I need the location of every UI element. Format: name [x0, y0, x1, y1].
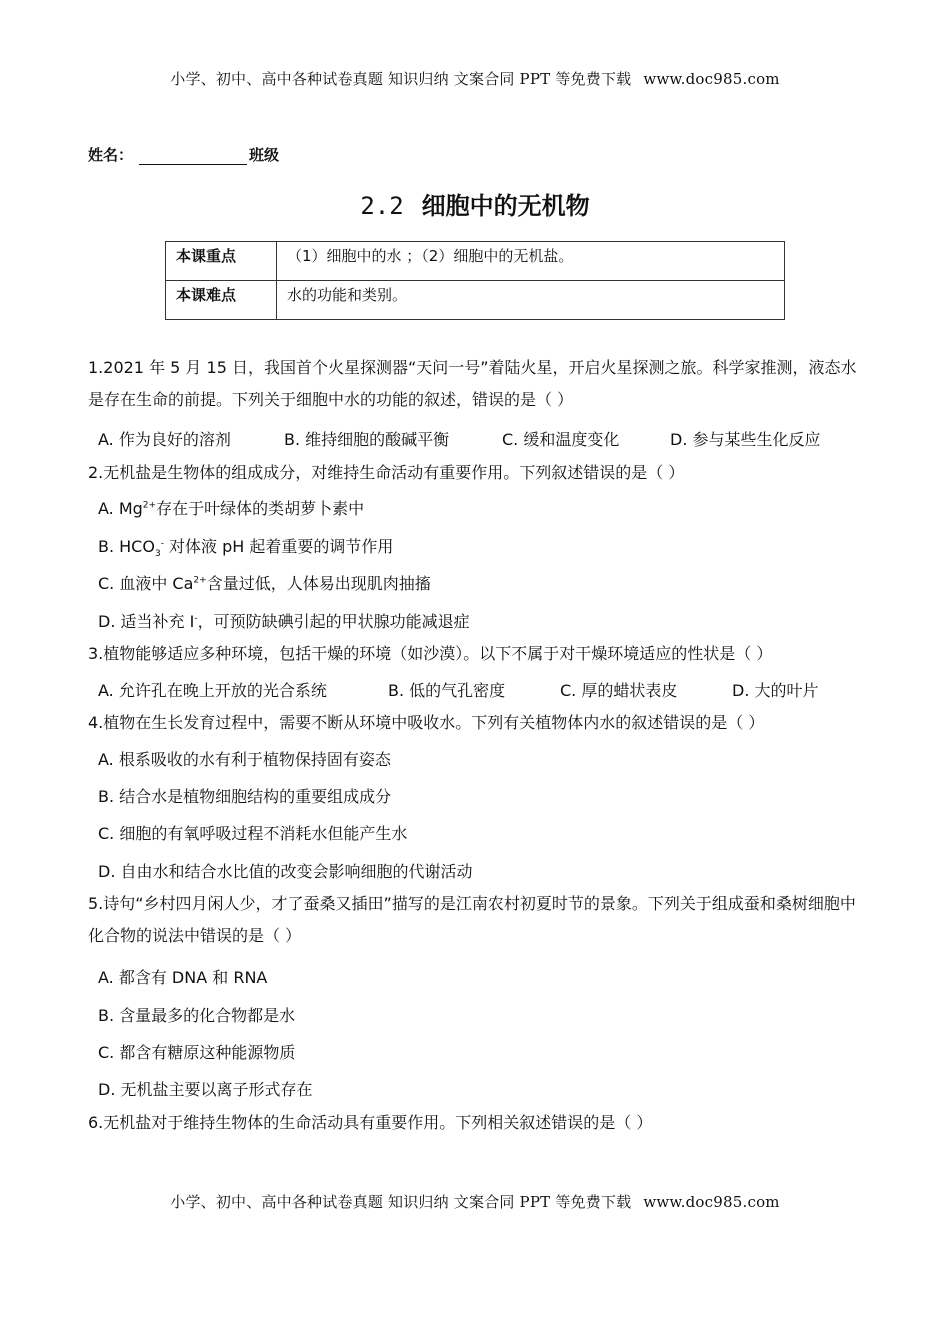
difficulty-value: 水的功能和类别。 [277, 281, 785, 320]
q2-d-prefix: D. 适当补充 I [98, 612, 195, 631]
q2-option-a[interactable] [98, 496, 364, 519]
question-1-stem: 1.2021 年 5 月 15 日，我国首个火星探测器“天问一号”着陆火星，开启火星探测之旅。科学家推测，液态水是存在生命的前提。下列关于细胞中水的功能的叙述，错误的是（ ） [88, 358, 857, 409]
q1-option-a[interactable]: A. 作为良好的溶剂 [98, 430, 231, 449]
section-title: 细胞中的无机物 [421, 192, 590, 220]
q2-option-d[interactable] [98, 609, 470, 632]
q3-option-a[interactable]: A. 允许孔在晚上开放的光合系统 [98, 681, 327, 700]
q5-option-d[interactable]: D. 无机盐主要以离子形式存在 [98, 1080, 313, 1099]
q2-b-sup: - [160, 538, 164, 549]
question-2-stem: 2.无机盐是生物体的组成成分，对维持生命活动有重要作用。下列叙述错误的是（ ） [88, 463, 685, 482]
question-4-stem: 4.植物在生长发育过程中，需要不断从环境中吸收水。下列有关植物体内水的叙述错误的是（ ） [88, 713, 765, 732]
q2-c-sup: 2+ [193, 575, 207, 586]
q1-option-d[interactable]: D. 参与某些生化反应 [670, 430, 821, 449]
header-site[interactable]: www.doc985.com [643, 70, 780, 88]
q1-option-c[interactable]: C. 缓和温度变化 [502, 430, 620, 449]
q2-d-text: ，可预防缺碘引起的甲状腺功能减退症 [197, 612, 470, 631]
footer-text: 小学、初中、高中各种试卷真题 知识归纳 文案合同 PPT 等免费下载 [170, 1193, 632, 1211]
q2-b-sub: 3 [154, 549, 161, 560]
q4-option-d[interactable]: D. 自由水和结合水比值的改变会影响细胞的代谢活动 [98, 862, 473, 881]
q2-b-prefix: B. HCO [98, 537, 155, 556]
q2-d-sup: - [194, 613, 198, 624]
lesson-key-table [165, 241, 785, 320]
q2-a-text: 存在于叶绿体的类胡萝卜素中 [156, 499, 365, 518]
student-info-line [88, 144, 279, 165]
difficulty-label: 本课难点 [166, 281, 277, 320]
q2-option-b[interactable] [98, 534, 393, 559]
key-value: （1）细胞中的水 ；（2）细胞中的无机盐。 [277, 242, 785, 281]
page-footer [0, 1191, 950, 1212]
q2-a-sup: 2+ [142, 500, 157, 511]
question-3-options [98, 678, 858, 701]
q3-option-c[interactable]: C. 厚的蜡状表皮 [560, 681, 678, 700]
header-text: 小学、初中、高中各种试卷真题 知识归纳 文案合同 PPT 等免费下载 [170, 70, 632, 88]
page-title [0, 186, 950, 221]
q2-c-text: 含量过低，人体易出现肌肉抽搐 [206, 574, 431, 593]
q2-c-prefix: C. 血液中 Ca [98, 574, 194, 593]
q5-option-b[interactable]: B. 含量最多的化合物都是水 [98, 1006, 296, 1025]
question-6-stem: 6.无机盐对于维持生物体的生命活动具有重要作用。下列相关叙述错误的是（ ） [88, 1113, 653, 1132]
q3-option-d[interactable]: D. 大的叶片 [732, 681, 819, 700]
question-5-stem: 5.诗句“乡村四月闲人少，才了蚕桑又插田”描写的是江南农村初夏时节的景象。下列关于组成蚕和桑树细胞中化合物的说法中错误的是（ ） [88, 894, 856, 945]
q4-option-b[interactable]: B. 结合水是植物细胞结构的重要组成成分 [98, 787, 392, 806]
q2-a-prefix: A. Mg [98, 499, 143, 518]
section-number: 2.2 [360, 192, 404, 220]
q3-option-b[interactable]: B. 低的气孔密度 [388, 681, 506, 700]
name-label: 姓名： [88, 146, 134, 164]
question-1-options [98, 427, 858, 450]
q4-option-a[interactable]: A. 根系吸收的水有利于植物保持固有姿态 [98, 750, 391, 769]
table-row [166, 242, 785, 281]
q2-option-c[interactable] [98, 571, 431, 594]
class-label: 班级 [249, 146, 280, 164]
table-row [166, 281, 785, 320]
name-blank[interactable] [139, 150, 247, 165]
q2-b-text: 对体液 pH 起着重要的调节作用 [163, 537, 394, 556]
q5-option-c[interactable]: C. 都含有糖原这种能源物质 [98, 1043, 296, 1062]
key-label: 本课重点 [166, 242, 277, 281]
page-header [0, 68, 950, 89]
footer-site[interactable]: www.doc985.com [643, 1193, 780, 1211]
q4-option-c[interactable]: C. 细胞的有氧呼吸过程不消耗水但能产生水 [98, 824, 408, 843]
q1-option-b[interactable]: B. 维持细胞的酸碱平衡 [284, 430, 450, 449]
q5-option-a[interactable]: A. 都含有 DNA 和 RNA [98, 968, 268, 987]
question-3-stem: 3.植物能够适应多种环境，包括干燥的环境（如沙漠）。以下不属于对干燥环境适应的性状是（ ） [88, 644, 773, 663]
